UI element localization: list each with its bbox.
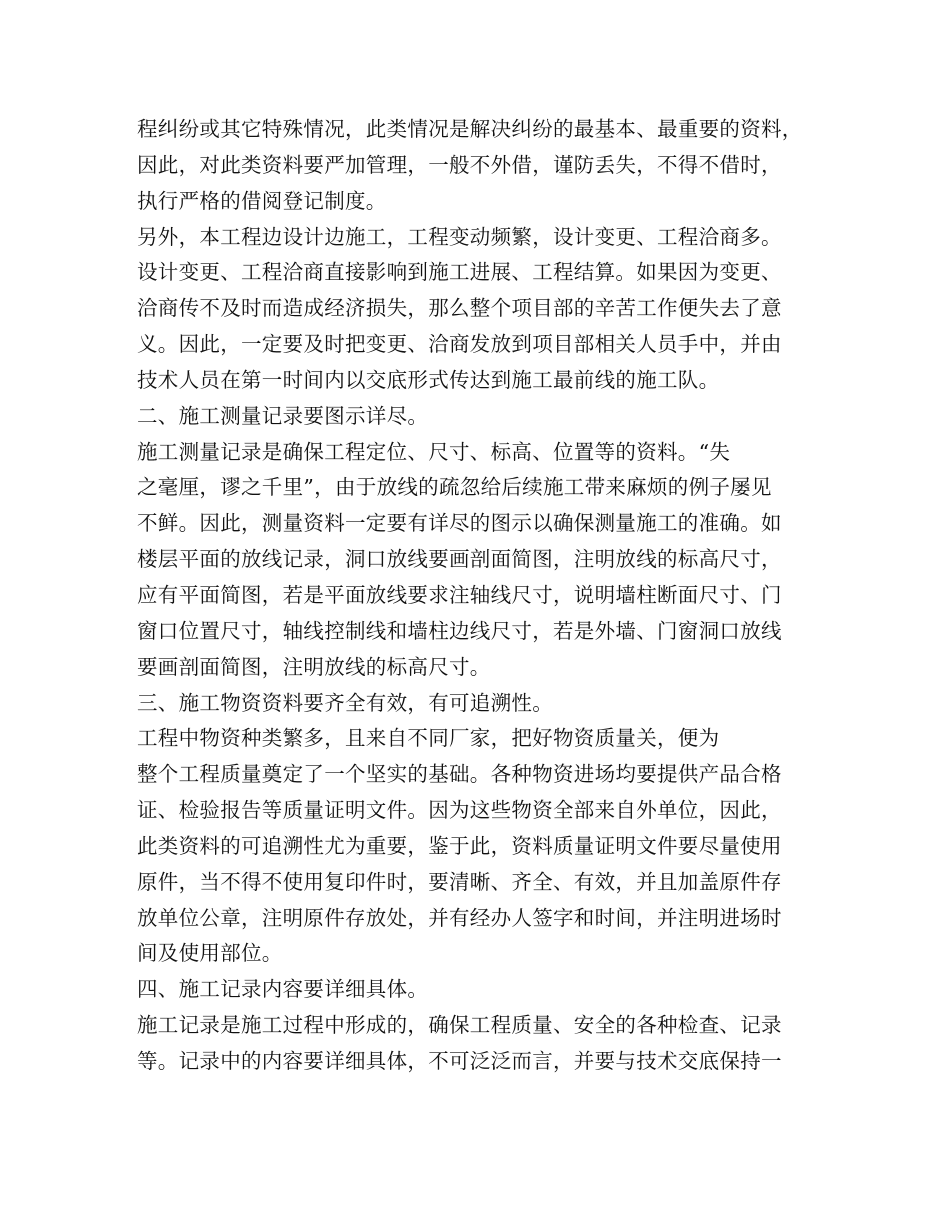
- section-heading-3: 三、施工物资资料要齐全有效，有可追溯性。: [137, 690, 553, 715]
- body-line-20: 证、检验报告等质量证明文件。因为这些物资全部来自外单位，因此，: [137, 798, 782, 823]
- body-line-21: 此类资料的可追溯性尤为重要，鉴于此，资料质量证明文件要尽量使用: [137, 833, 782, 858]
- body-line-7: 义。因此，一定要及时把变更、洽商发放到项目部相关人员手中，并由: [137, 332, 782, 357]
- body-line-26: 施工记录是施工过程中形成的，确保工程质量、安全的各种检查、记录: [137, 1013, 782, 1038]
- body-line-19: 整个工程质量奠定了一个坚实的基础。各种物资进场均要提供产品合格: [137, 762, 782, 787]
- body-line-11: 之毫厘，谬之千里”，由于放线的疏忽给后续施工带来麻烦的例子屡见: [137, 475, 772, 500]
- body-line-5: 设计变更、工程洽商直接影响到施工进展、工程结算。如果因为变更、: [137, 260, 782, 285]
- body-line-2: 因此，对此类资料要严加管理，一般不外借，谨防丢失，不得不借时，: [137, 152, 782, 177]
- body-line-12: 不鲜。因此，测量资料一定要有详尽的图示以确保测量施工的准确。如: [137, 511, 782, 536]
- body-line-22: 原件，当不得不使用复印件时，要清晰、齐全、有效，并且加盖原件存: [137, 869, 782, 894]
- body-line-14: 应有平面简图，若是平面放线要求注轴线尺寸，说明墙柱断面尺寸、门: [137, 582, 782, 607]
- body-line-10: 施工测量记录是确保工程定位、尺寸、标高、位置等的资料。“失: [137, 439, 731, 464]
- body-line-3: 执行严格的借阅登记制度。: [137, 188, 387, 213]
- document-body: [137, 112, 837, 1080]
- body-line-4: 另外，本工程边设计边施工，工程变动频繁，设计变更、工程洽商多。: [137, 224, 782, 249]
- body-line-15: 窗口位置尺寸，轴线控制线和墙柱边线尺寸，若是外墙、门窗洞口放线: [137, 618, 782, 643]
- body-line-6: 洽商传不及时而造成经济损失，那么整个项目部的辛苦工作便失去了意: [137, 296, 782, 321]
- body-line-18: 工程中物资种类繁多，且来自不同厂家，把好物资质量关，便为: [137, 726, 720, 751]
- body-line-1: 程纠纷或其它特殊情况，此类情况是解决纠纷的最基本、最重要的资料，: [137, 117, 803, 141]
- section-heading-4: 四、施工记录内容要详细具体。: [137, 977, 429, 1002]
- body-line-27: 等。记录中的内容要详细具体，不可泛泛而言，并要与技术交底保持一: [137, 1048, 782, 1073]
- body-line-13: 楼层平面的放线记录，洞口放线要画剖面简图，注明放线的标高尺寸，: [137, 547, 782, 572]
- section-heading-2: 二、施工测量记录要图示详尽。: [137, 403, 429, 428]
- body-line-24: 间及使用部位。: [137, 941, 283, 966]
- body-line-16: 要画剖面简图，注明放线的标高尺寸。: [137, 654, 491, 679]
- body-line-23: 放单位公章，注明原件存放处，并有经办人签字和时间，并注明进场时: [137, 905, 782, 930]
- body-line-8: 技术人员在第一时间内以交底形式传达到施工最前线的施工队。: [137, 367, 720, 392]
